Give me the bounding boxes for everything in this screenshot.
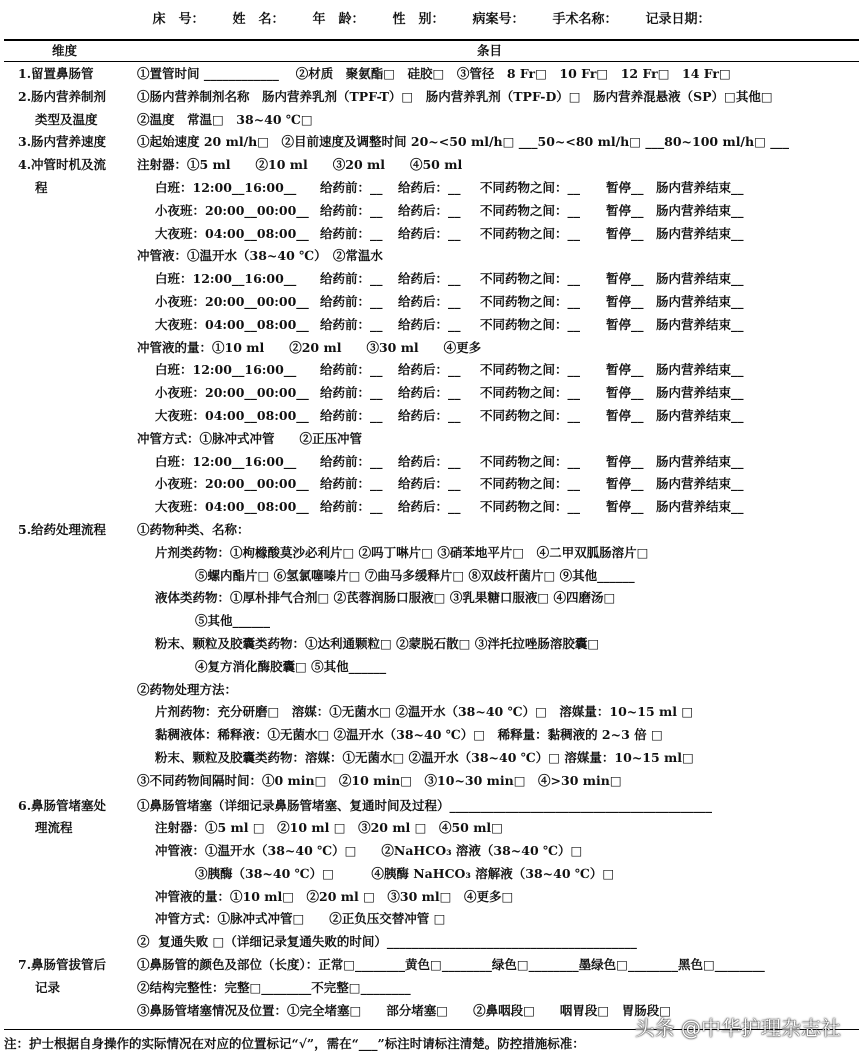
- shift-field[interactable]: 给药前：__: [320, 453, 383, 469]
- dimension-label-line: 2.肠内营养制剂: [18, 88, 107, 104]
- item-line: ④复方消化酶胶囊□ ⑤其他______: [195, 658, 387, 674]
- shift-row: [0, 223, 863, 246]
- shift-time: 小夜班：20:00__00:00__: [155, 385, 309, 401]
- item-line: 片剂类药物：①枸橼酸莫沙必利片□ ②吗丁啉片□ ③硝苯地平片□ ④二甲双胍肠溶片□: [155, 544, 649, 560]
- shift-field[interactable]: 不同药物之间：__: [480, 385, 581, 401]
- shift-field[interactable]: 肠内营养结束__: [656, 316, 744, 332]
- shift-field[interactable]: 暂停__: [606, 179, 644, 195]
- shift-field[interactable]: 不同药物之间：__: [480, 179, 581, 195]
- patient-info-header: [0, 8, 863, 27]
- shift-field[interactable]: 不同药物之间：__: [480, 293, 581, 309]
- item-line: ⑤其他______: [195, 613, 271, 629]
- shift-row: [0, 200, 863, 223]
- shift-field[interactable]: 暂停__: [606, 316, 644, 332]
- item-line: ③不同药物间隔时间：①0 min□ ②10 min□ ③10~30 min□ ④>30 min□: [137, 772, 622, 788]
- shift-field[interactable]: 不同药物之间：__: [480, 476, 581, 492]
- dimension-label-line: 3.肠内营养速度: [18, 134, 107, 150]
- column-header-dimension: 维度: [52, 43, 78, 58]
- shift-field[interactable]: 暂停__: [606, 385, 644, 401]
- header-rule: [4, 61, 859, 62]
- dimension-label-line: 理流程: [35, 820, 73, 836]
- shift-field[interactable]: 给药前：__: [320, 271, 383, 287]
- shift-row: [0, 405, 863, 428]
- header-field: 记录日期：: [645, 12, 711, 27]
- shift-field[interactable]: 不同药物之间：__: [480, 271, 581, 287]
- shift-field[interactable]: 给药前：__: [320, 499, 383, 515]
- item-line: 粉末、颗粒及胶囊类药物：①达利通颗粒□ ②蒙脱石散□ ③泮托拉唑肠溶胶囊□: [155, 635, 600, 651]
- shift-field[interactable]: 不同药物之间：__: [480, 453, 581, 469]
- item-line: 冲管液：①温开水（38~40 ℃） ②常温水: [137, 248, 383, 264]
- shift-field[interactable]: 暂停__: [606, 271, 644, 287]
- item-line: ③胰酶（38~40 ℃）□ ④胰酶 NaHCO₃ 溶解液（38~40 ℃）□: [195, 865, 615, 881]
- shift-field[interactable]: 暂停__: [606, 476, 644, 492]
- shift-field[interactable]: 不同药物之间：__: [480, 362, 581, 378]
- header-field: 手术名称：: [552, 12, 618, 27]
- section-1: [0, 63, 863, 86]
- shift-field[interactable]: 肠内营养结束__: [656, 179, 744, 195]
- shift-field[interactable]: 给药后：__: [398, 499, 461, 515]
- table-top-rule: [4, 39, 859, 41]
- shift-field[interactable]: 不同药物之间：__: [480, 407, 581, 423]
- item-line: ⑤螺内酯片□ ⑥氢氯噻嗪片□ ⑦曲马多缓释片□ ⑧双歧杆菌片□ ⑨其他______: [195, 567, 635, 583]
- shift-field[interactable]: 暂停__: [606, 225, 644, 241]
- section-6: [0, 795, 863, 955]
- item-line: 冲管液：①温开水（38~40 ℃）□ ②NaHCO₃ 溶液（38~40 ℃）□: [155, 843, 583, 859]
- shift-field[interactable]: 给药后：__: [398, 407, 461, 423]
- shift-time: 白班：12:00__16:00__: [155, 179, 297, 195]
- shift-field[interactable]: 给药前：__: [320, 225, 383, 241]
- shift-field[interactable]: 暂停__: [606, 362, 644, 378]
- shift-time: 大夜班：04:00__08:00__: [155, 499, 309, 515]
- section-3: [0, 131, 863, 154]
- shift-row: [0, 291, 863, 314]
- shift-field[interactable]: 给药前：__: [320, 362, 383, 378]
- shift-field[interactable]: 暂停__: [606, 293, 644, 309]
- shift-row: [0, 359, 863, 382]
- section-5: [0, 519, 863, 793]
- section-4: [0, 154, 863, 519]
- item-line: 冲管液的量：①10 ml□ ②20 ml □ ③30 ml□ ④更多□: [155, 888, 514, 904]
- shift-field[interactable]: 肠内营养结束__: [656, 202, 744, 218]
- shift-row: [0, 473, 863, 496]
- shift-time: 小夜班：20:00__00:00__: [155, 476, 309, 492]
- shift-time: 大夜班：04:00__08:00__: [155, 225, 309, 241]
- item-line: 粉末、颗粒及胶囊类药物：溶媒：①无菌水□ ②温开水（38~40 ℃）□ 溶媒量：10~15 ml□: [155, 749, 694, 765]
- shift-field[interactable]: 给药前：__: [320, 293, 383, 309]
- shift-field[interactable]: 暂停__: [606, 202, 644, 218]
- item-line: ①肠内营养制剂名称 肠内营养乳剂（TPF-T）□ 肠内营养乳剂（TPF-D）□ 肠内营养混悬液（SP）□其他□: [137, 88, 773, 104]
- shift-field[interactable]: 给药前：__: [320, 385, 383, 401]
- item-line: ③鼻肠管堵塞情况及位置：①完全堵塞□ 部分堵塞□ ②鼻咽段□ 咽胃段□ 胃肠段□: [137, 1002, 672, 1018]
- dimension-label-line: 记录: [35, 979, 61, 995]
- item-line: 片剂药物：充分研磨□ 溶媒：①无菌水□ ②温开水（38~40 ℃）□ 溶媒量：10~15 ml □: [155, 704, 694, 720]
- dimension-label-line: 1.留置鼻肠管: [18, 66, 94, 81]
- shift-field[interactable]: 暂停__: [606, 499, 644, 515]
- dimension-label-line: 6.鼻肠管堵塞处: [18, 797, 107, 813]
- shift-field[interactable]: 肠内营养结束__: [656, 225, 744, 241]
- item-line: 冲管方式：①脉冲式冲管 ②正压冲管: [137, 430, 363, 446]
- shift-field[interactable]: 不同药物之间：__: [480, 499, 581, 515]
- shift-row: [0, 177, 863, 200]
- shift-row: [0, 451, 863, 474]
- shift-field[interactable]: 给药后：__: [398, 293, 461, 309]
- shift-field[interactable]: 给药前：__: [320, 202, 383, 218]
- shift-time: 小夜班：20:00__00:00__: [155, 293, 309, 309]
- shift-field[interactable]: 肠内营养结束__: [656, 499, 744, 515]
- item-line: ①药物种类、名称：: [137, 521, 250, 537]
- shift-field[interactable]: 给药后：__: [398, 202, 461, 218]
- shift-row: [0, 268, 863, 291]
- shift-time: 大夜班：04:00__08:00__: [155, 316, 309, 332]
- section-2: [0, 86, 863, 132]
- dimension-label-line: 7.鼻肠管拔管后: [18, 957, 107, 973]
- shift-row: [0, 314, 863, 337]
- shift-time: 白班：12:00__16:00__: [155, 453, 297, 469]
- shift-field[interactable]: 给药前：__: [320, 316, 383, 332]
- item-line: ①置管时间 ____________ ②材质 聚氨酯□ 硅胶□ ③管径 8 Fr□ 10 Fr□ 12 Fr□ 14 Fr□: [137, 66, 731, 81]
- shift-field[interactable]: 给药后：__: [398, 225, 461, 241]
- shift-field[interactable]: 暂停__: [606, 407, 644, 423]
- column-header-items: 条目: [477, 43, 503, 58]
- header-field: 年 龄：: [312, 12, 365, 27]
- shift-time: 大夜班：04:00__08:00__: [155, 407, 309, 423]
- item-line: ①鼻肠管堵塞（详细记录鼻肠管堵塞、复通时间及过程）__________________________________________: [137, 797, 713, 813]
- dimension-label-line: 4.冲管时机及流: [18, 157, 107, 173]
- shift-field[interactable]: 肠内营养结束__: [656, 407, 744, 423]
- item-line: 冲管方式：①脉冲式冲管□ ②正负压交替冲管 □: [155, 911, 446, 927]
- shift-time: 小夜班：20:00__00:00__: [155, 202, 309, 218]
- shift-field[interactable]: 不同药物之间：__: [480, 202, 581, 218]
- shift-field[interactable]: 不同药物之间：__: [480, 316, 581, 332]
- item-line: ② 复通失败 □（详细记录复通失败的时间）________________________________________: [137, 934, 637, 950]
- watermark: 头条 @中华护理杂志社: [634, 1016, 841, 1040]
- shift-field[interactable]: 肠内营养结束__: [656, 293, 744, 309]
- header-field: 姓 名：: [232, 12, 285, 27]
- item-line: ①鼻肠管的颜色及部位（长度）：正常□________黄色□________绿色□________墨绿色□________黑色□________: [137, 957, 765, 973]
- header-field: 性 别：: [392, 12, 445, 27]
- shift-field[interactable]: 给药后：__: [398, 385, 461, 401]
- shift-field[interactable]: 给药后：__: [398, 179, 461, 195]
- shift-row: [0, 496, 863, 519]
- shift-row: [0, 382, 863, 405]
- item-line: ②药物处理方法：: [137, 681, 238, 697]
- shift-field[interactable]: 给药后：__: [398, 476, 461, 492]
- form-table-body: [0, 63, 863, 1022]
- shift-field[interactable]: 给药后：__: [398, 362, 461, 378]
- item-line: 注射器：①5 ml □ ②10 ml □ ③20 ml □ ④50 ml□: [155, 820, 503, 836]
- shift-field[interactable]: 肠内营养结束__: [656, 271, 744, 287]
- item-line: 注射器：①5 ml ②10 ml ③20 ml ④50 ml: [137, 157, 463, 173]
- footnote: 注：护士根据自身操作的实际情况在对应的位置标记“√”，需在“___”标注时请标注清楚。防控措施标准：: [4, 1036, 585, 1051]
- item-line: ②结构完整性：完整□________不完整□________: [137, 979, 411, 995]
- shift-field[interactable]: 暂停__: [606, 453, 644, 469]
- item-line: 液体类药物：①厚朴排气合剂□ ②芪蓉润肠口服液□ ③乳果糖口服液□ ④四磨汤□: [155, 590, 616, 606]
- item-line: ②温度 常温□ 38~40 ℃□: [137, 111, 313, 127]
- dimension-label-line: 程: [35, 179, 48, 195]
- shift-time: 白班：12:00__16:00__: [155, 271, 297, 287]
- item-line: ①起始速度 20 ml/h□ ②目前速度及调整时间 20~<50 ml/h□ ___50~<80 ml/h□ ___80~100 ml/h□ ___: [137, 134, 790, 150]
- shift-field[interactable]: 给药后：__: [398, 316, 461, 332]
- item-line: 黏稠液体：稀释液：①无菌水□ ②温开水（38~40 ℃）□ 稀释量：黏稠液的 2~3 倍 □: [155, 727, 663, 743]
- shift-field[interactable]: 给药前：__: [320, 476, 383, 492]
- item-line: 冲管液的量：①10 ml ②20 ml ③30 ml ④更多: [137, 339, 482, 355]
- shift-field[interactable]: 肠内营养结束__: [656, 362, 744, 378]
- shift-time: 白班：12:00__16:00__: [155, 362, 297, 378]
- header-field: 床 号：: [152, 12, 205, 27]
- dimension-label-line: 5.给药处理流程: [18, 521, 107, 537]
- header-field: 病案号：: [472, 12, 525, 27]
- shift-field[interactable]: 给药后：__: [398, 453, 461, 469]
- shift-field[interactable]: 肠内营养结束__: [656, 453, 744, 469]
- shift-field[interactable]: 给药前：__: [320, 407, 383, 423]
- shift-field[interactable]: 给药前：__: [320, 179, 383, 195]
- shift-field[interactable]: 肠内营养结束__: [656, 476, 744, 492]
- shift-field[interactable]: 肠内营养结束__: [656, 385, 744, 401]
- dimension-label-line: 类型及温度: [35, 111, 98, 127]
- shift-field[interactable]: 不同药物之间：__: [480, 225, 581, 241]
- shift-field[interactable]: 给药后：__: [398, 271, 461, 287]
